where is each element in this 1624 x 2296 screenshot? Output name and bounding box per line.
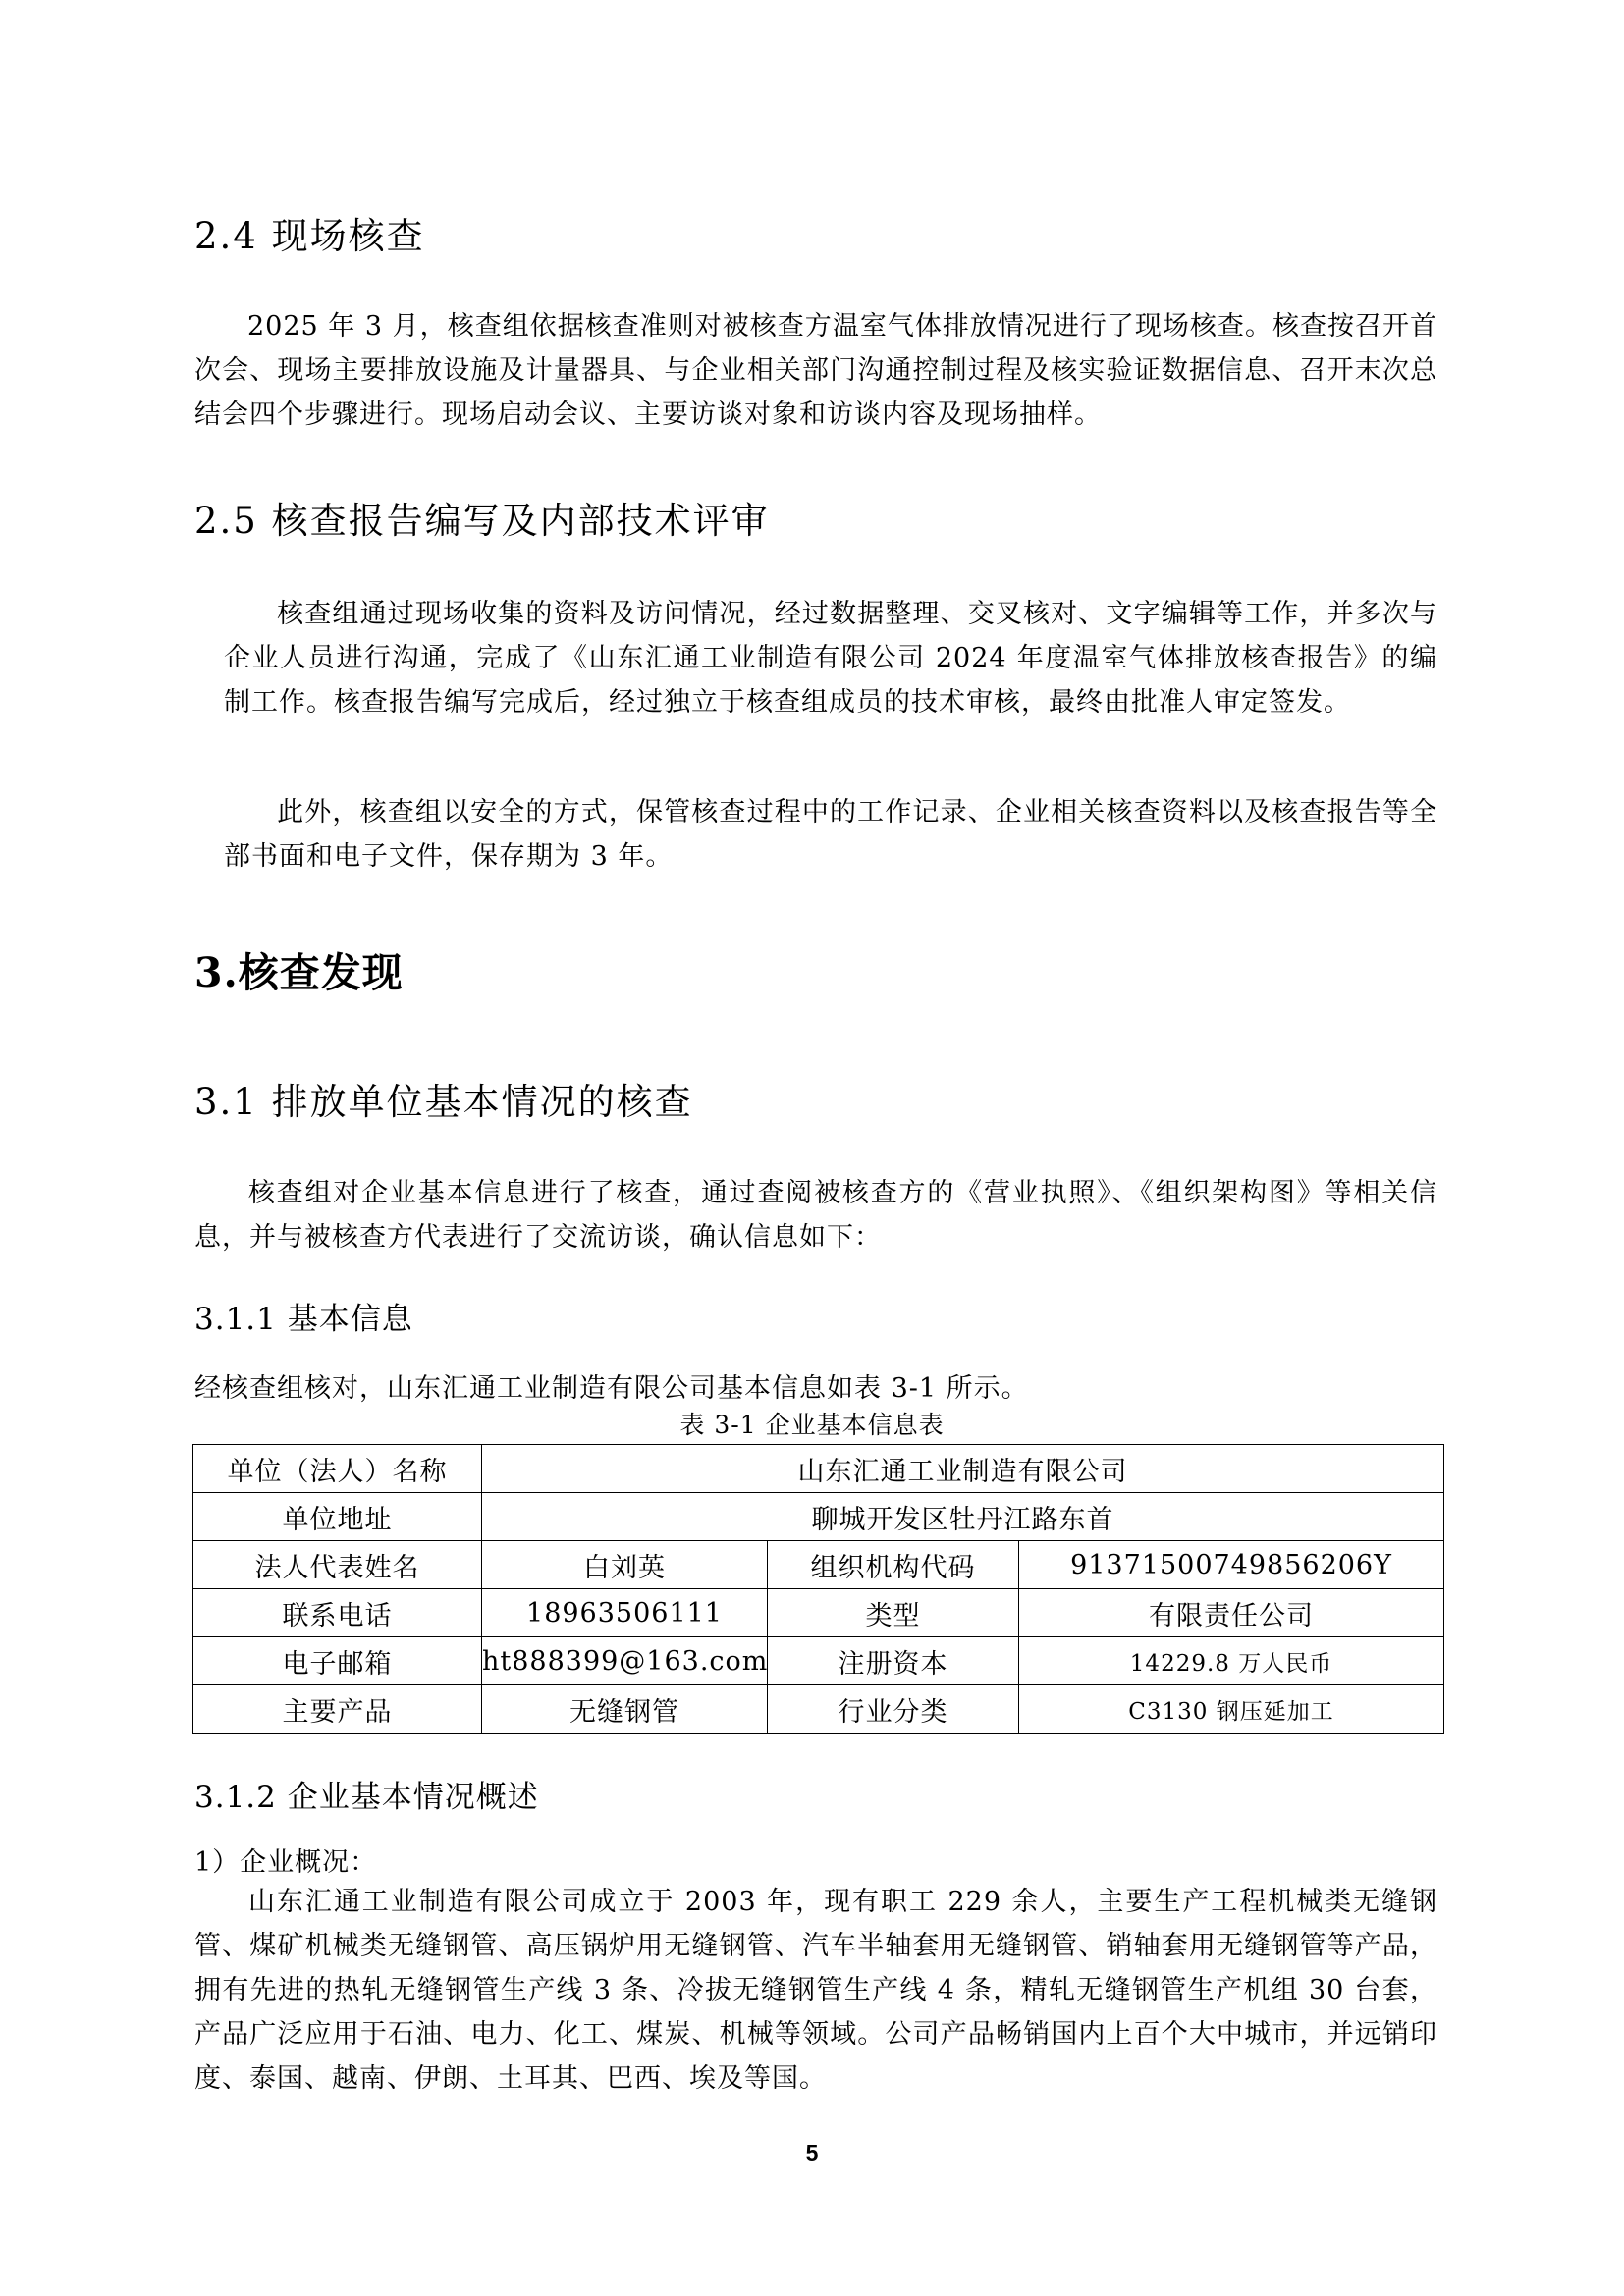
section-2-5-paragraph-2 bbox=[224, 790, 1437, 879]
cell-label-capital: 注册资本 bbox=[768, 1637, 1019, 1685]
section-3-1-1-intro: 经核查组核对，山东汇通工业制造有限公司基本信息如表 3-1 所示。 bbox=[194, 1373, 1029, 1404]
cell-value-type: 有限责任公司 bbox=[1019, 1589, 1444, 1637]
table-row bbox=[193, 1637, 1444, 1685]
cell-label-industry: 行业分类 bbox=[768, 1685, 1019, 1734]
cell-label-product: 主要产品 bbox=[193, 1685, 482, 1734]
table-row bbox=[193, 1685, 1444, 1734]
cell-value-legal-rep: 白刘英 bbox=[482, 1541, 768, 1589]
table-row bbox=[193, 1589, 1444, 1637]
cell-label-phone: 联系电话 bbox=[193, 1589, 482, 1637]
section-3-1-2-paragraph bbox=[194, 1880, 1437, 2101]
cell-value-capital: 14229.8 万人民币 bbox=[1019, 1637, 1444, 1685]
cell-value-org-code: 91371500749856206Y bbox=[1019, 1541, 1444, 1589]
table-row bbox=[193, 1493, 1444, 1541]
page-number: 5 bbox=[805, 2140, 819, 2165]
cell-label-address: 单位地址 bbox=[193, 1493, 482, 1541]
section-3-1-2-heading: 3.1.2 企业基本情况概述 bbox=[194, 1780, 539, 1815]
section-3-heading: 3.核查发现 bbox=[194, 949, 404, 996]
cell-label-legal-rep: 法人代表姓名 bbox=[193, 1541, 482, 1589]
cell-value-address: 聊城开发区牡丹江路东首 bbox=[482, 1493, 1444, 1541]
cell-label-unit-name: 单位（法人）名称 bbox=[193, 1445, 482, 1493]
section-2-4-paragraph bbox=[194, 304, 1437, 437]
list-item-overview: 1）企业概况： bbox=[194, 1847, 378, 1878]
section-2-5-heading: 2.5 核查报告编写及内部技术评审 bbox=[194, 500, 770, 542]
table-row bbox=[193, 1541, 1444, 1589]
section-3-1-2-text: 山东汇通工业制造有限公司成立于 2003 年，现有职工 229 余人，主要生产工程机械类无缝钢管、煤矿机械类无缝钢管、高压锅炉用无缝钢管、汽车半轴套用无缝钢管、销轴套用无缝钢管等产品，拥有先进的热轧无缝钢管生产线 3 条、冷拔无缝钢管生产线 4 条，精轧无缝钢管生产机组 30 台套，产品广泛应用于石油、电力、化工、煤炭、机械等领域。公司产品畅销国内上百个大中城市，并远销印度、泰国、越南、伊朗、土耳其、巴西、埃及等国。 bbox=[194, 1887, 1437, 2094]
cell-value-email: ht888399@163.com bbox=[482, 1637, 768, 1685]
cell-label-email: 电子邮箱 bbox=[193, 1637, 482, 1685]
section-2-5-text-1: 核查组通过现场收集的资料及访问情况，经过数据整理、交叉核对、文字编辑等工作，并多次与企业人员进行沟通，完成了《山东汇通工业制造有限公司 2024 年度温室气体排放核查报告》的编制工作。核查报告编写完成后，经过独立于核查组成员的技术审核，最终由批准人审定签发。 bbox=[224, 599, 1437, 718]
section-3-1-heading: 3.1 排放单位基本情况的核查 bbox=[194, 1081, 693, 1123]
basic-info-table bbox=[192, 1444, 1444, 1734]
table-caption: 表 3-1 企业基本信息表 bbox=[679, 1411, 945, 1439]
cell-value-unit-name: 山东汇通工业制造有限公司 bbox=[482, 1445, 1444, 1493]
cell-label-type: 类型 bbox=[768, 1589, 1019, 1637]
section-3-1-paragraph bbox=[194, 1171, 1437, 1259]
section-2-5-text-2: 此外，核查组以安全的方式，保管核查过程中的工作记录、企业相关核查资料以及核查报告等全部书面和电子文件，保存期为 3 年。 bbox=[224, 797, 1437, 872]
section-2-4-heading: 2.4 现场核查 bbox=[194, 215, 425, 257]
section-3-1-text: 核查组对企业基本信息进行了核查，通过查阅被核查方的《营业执照》、《组织架构图》等相关信息，并与被核查方代表进行了交流访谈，确认信息如下： bbox=[194, 1178, 1437, 1253]
cell-value-industry: C3130 钢压延加工 bbox=[1019, 1685, 1444, 1734]
cell-label-org-code: 组织机构代码 bbox=[768, 1541, 1019, 1589]
cell-value-phone: 18963506111 bbox=[482, 1589, 768, 1637]
section-2-4-text: 2025 年 3 月，核查组依据核查准则对被核查方温室气体排放情况进行了现场核查。核查按召开首次会、现场主要排放设施及计量器具、与企业相关部门沟通控制过程及核实验证数据信息、召开末次总结会四个步骤进行。现场启动会议、主要访谈对象和访谈内容及现场抽样。 bbox=[194, 311, 1437, 430]
section-3-1-1-heading: 3.1.1 基本信息 bbox=[194, 1302, 413, 1337]
table-row bbox=[193, 1445, 1444, 1493]
cell-value-product: 无缝钢管 bbox=[482, 1685, 768, 1734]
section-2-5-paragraph-1 bbox=[224, 592, 1437, 724]
